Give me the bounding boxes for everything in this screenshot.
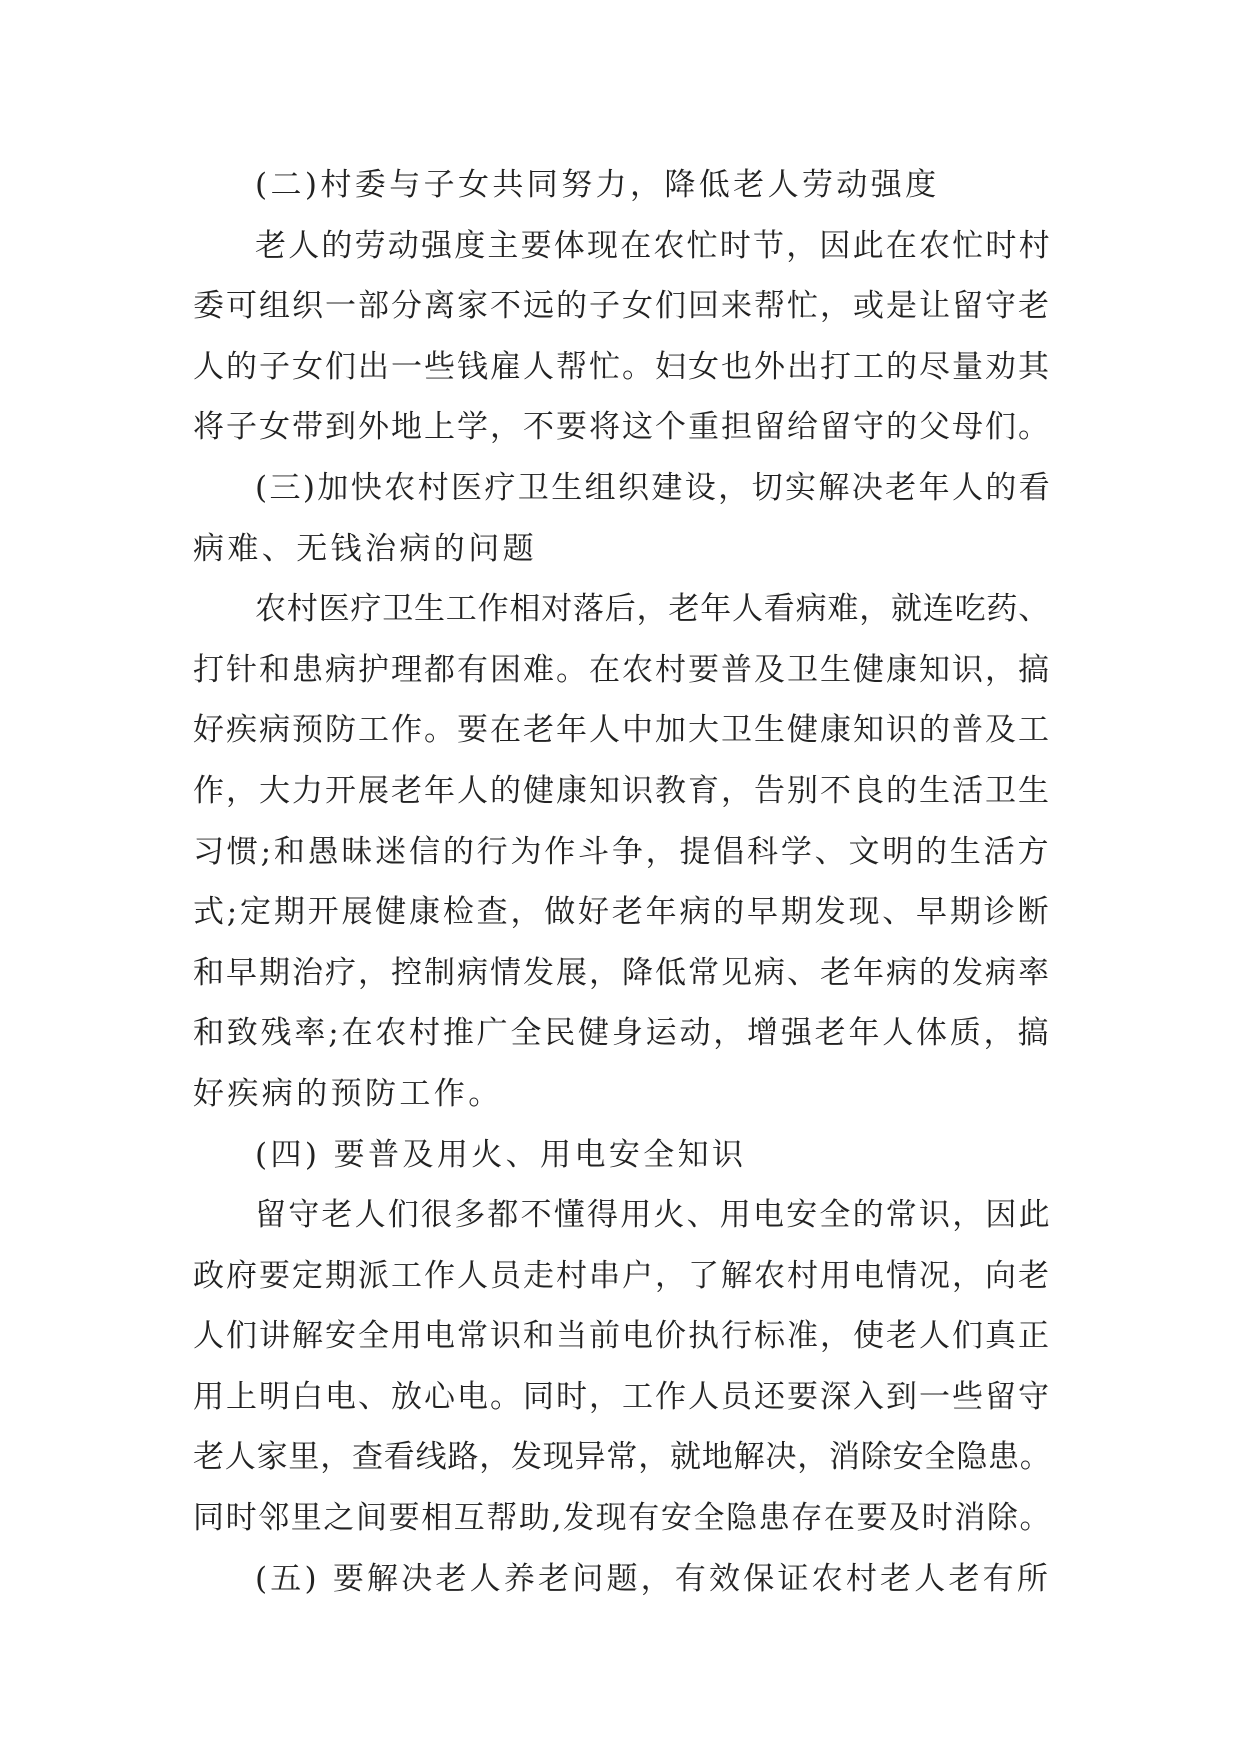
paragraph-line: 人们讲解安全用电常识和当前电价执行标准，使老人们真正	[193, 1318, 1051, 1355]
paragraph-line: 老人家里，查看线路，发现异常，就地解决，消除安全隐患。	[193, 1439, 1052, 1476]
paragraph-line: 委可组织一部分离家不远的子女们回来帮忙，或是让留守老	[193, 288, 1051, 325]
section-heading-3: (三)加快农村医疗卫生组织建设，切实解决老年人的看	[255, 469, 1053, 506]
paragraph-line: 留守老人们很多都不懂得用火、用电安全的常识，因此	[255, 1197, 1052, 1234]
body-text	[193, 155, 1053, 1609]
section-heading-5: (五) 要解决老人养老问题，有效保证农村老人老有所	[255, 1560, 1052, 1597]
paragraph-line: 习惯;和愚昧迷信的行为作斗争，提倡科学、文明的生活方	[193, 833, 1052, 870]
section-heading-4: (四) 要普及用火、用电安全知识	[255, 1136, 747, 1173]
paragraph-line: 打针和患病护理都有困难。在农村要普及卫生健康知识，搞	[193, 651, 1051, 688]
paragraph-line: 老人的劳动强度主要体现在农忙时节，因此在农忙时村	[255, 227, 1052, 264]
paragraph-line: 好疾病预防工作。要在老年人中加大卫生健康知识的普及工	[193, 712, 1051, 749]
paragraph-line: 用上明白电、放心电。同时，工作人员还要深入到一些留守	[193, 1378, 1051, 1415]
paragraph-line: 将子女带到外地上学，不要将这个重担留给留守的父母们。	[193, 409, 1051, 446]
paragraph-line: 好疾病的预防工作。	[193, 1075, 503, 1112]
paragraph-line: 式;定期开展健康检查，做好老年病的早期发现、早期诊断	[193, 894, 1052, 931]
section-heading-3-cont: 病难、无钱治病的问题	[193, 530, 537, 567]
paragraph-line: 同时邻里之间要相互帮助,发现有安全隐患存在要及时消除。	[193, 1500, 1053, 1537]
section-heading-2: (二)村委与子女共同努力，降低老人劳动强度	[255, 167, 940, 203]
paragraph-line: 和致残率;在农村推广全民健身运动，增强老年人体质，搞	[193, 1015, 1052, 1052]
paragraph-line: 农村医疗卫生工作相对落后，老年人看病难，就连吃药、	[255, 591, 1050, 628]
paragraph-line: 作，大力开展老年人的健康知识教育，告别不良的生活卫生	[193, 772, 1051, 809]
paragraph-line: 人的子女们出一些钱雇人帮忙。妇女也外出打工的尽量劝其	[193, 348, 1051, 385]
paragraph-line: 和早期治疗，控制病情发展，降低常见病、老年病的发病率	[193, 954, 1051, 991]
paragraph-line: 政府要定期派工作人员走村串户，了解农村用电情况，向老	[193, 1257, 1051, 1294]
